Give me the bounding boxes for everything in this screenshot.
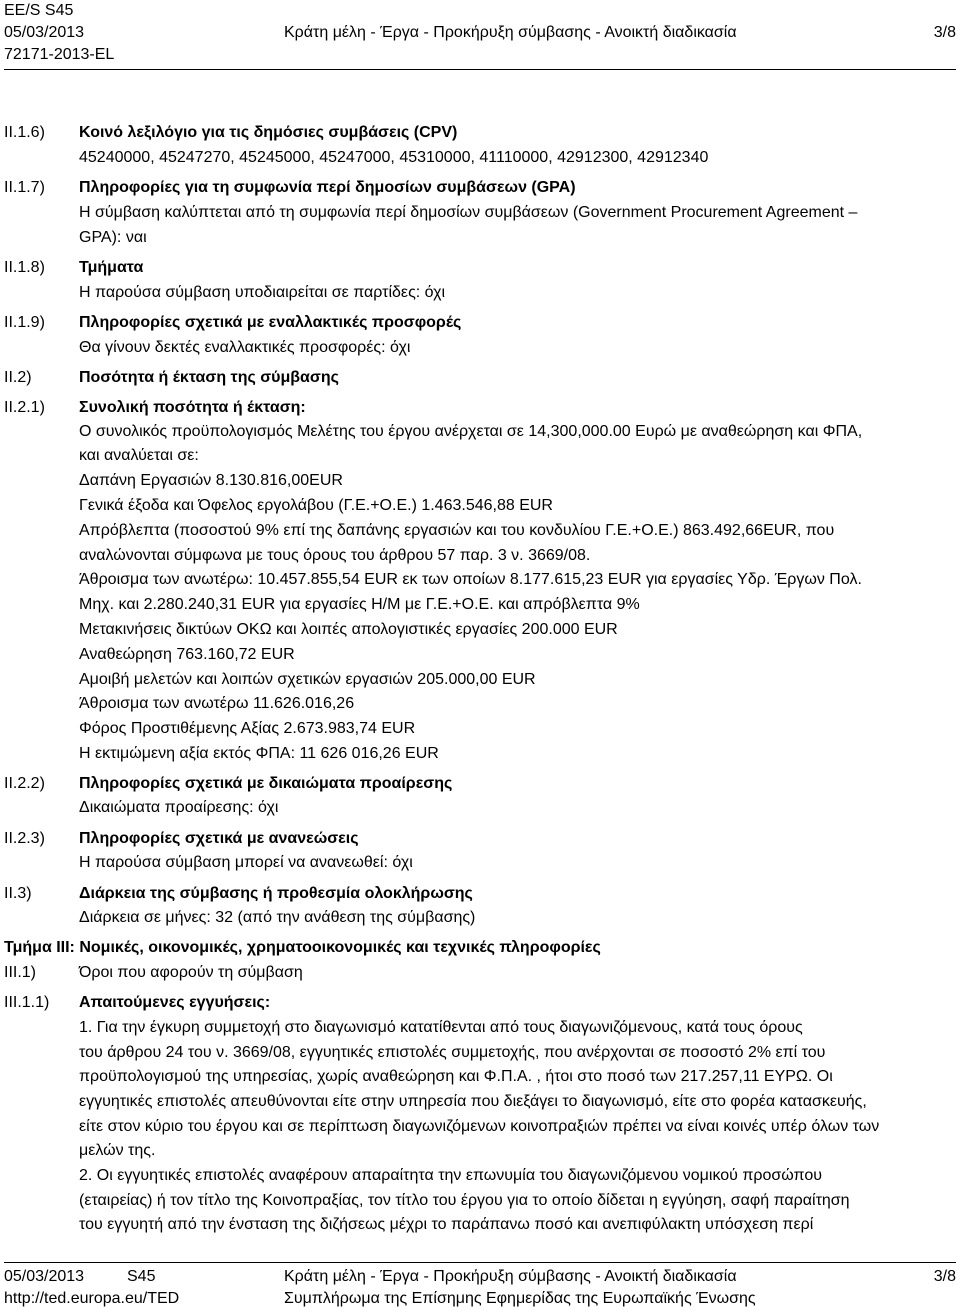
text-line: Η εκτιμώμενη αξία εκτός ΦΠΑ: 11 626 016,26 EUR	[79, 745, 439, 762]
text-line: είτε στον κύριο του έργου και σε περίπτωση διαγωνιζόμενων κοινοπραξιών πρέπει να είναι κοινές υπέρ όλων των	[79, 1118, 880, 1135]
notice-id: 72171-2013-EL	[4, 46, 115, 63]
text-line: Άθροισμα των ανωτέρω 11.626.016,26	[79, 695, 355, 712]
section-number: II.1.7)	[4, 179, 45, 196]
text-line: Η παρούσα σύμβαση υποδιαιρείται σε παρτίδες: όχι	[79, 284, 446, 301]
footer-divider	[4, 1262, 956, 1263]
footer-series: S45	[127, 1268, 156, 1285]
text-line: Ο συνολικός προϋπολογισμός Μελέτης του έργου ανέρχεται σε 14,300,000.00 Ευρώ με αναθεώρηση και ΦΠΑ,	[79, 423, 863, 440]
page-header	[4, 0, 956, 66]
text-line: Δικαιώματα προαίρεσης: όχι	[79, 799, 279, 816]
text-line: Θα γίνουν δεκτές εναλλακτικές προσφορές: όχι	[79, 339, 411, 356]
text-line: προϋπολογισμού της υπηρεσίας, χωρίς αναθεώρηση και Φ.Π.Α. , ήτοι στο ποσό των 217.257,11 ΕΥΡΩ. Οι	[79, 1068, 833, 1085]
section-number: II.3)	[4, 885, 32, 902]
text-line: αναλώνονται σύμφωνα με τους όρους του άρθρου 57 παρ. 3 ν. 3669/08.	[79, 547, 591, 564]
footer-date: 05/03/2013	[4, 1268, 85, 1285]
text-line: Απρόβλεπτα (ποσοστού 9% επί της δαπάνης εργασιών και του κονδυλίου Γ.Ε.+Ο.Ε.) 863.492,66EUR, που	[79, 522, 835, 539]
text-line: Μετακινήσεις δικτύων ΟΚΩ και λοιπές απολογιστικές εργασίες 200.000 EUR	[79, 621, 618, 638]
section-heading: Συνολική ποσότητα ή έκταση:	[79, 399, 306, 416]
text-line: (εταιρείας) ή τον τίτλο της Κοινοπραξίας, τον τίτλο του έργου για το οποίο δίδεται η εγγύηση, σαφή παραίτηση	[79, 1192, 850, 1209]
section-heading: Κοινό λεξιλόγιο για τις δημόσιες συμβάσεις (CPV)	[79, 124, 458, 141]
text-line: 2. Οι εγγυητικές επιστολές αναφέρουν απαραίτητα την επωνυμία του διαγωνιζόμενου νομικού προσώπου	[79, 1167, 822, 1184]
header-title: Κράτη μέλη - Έργα - Προκήρυξη σύμβασης - Ανοικτή διαδικασία	[284, 24, 737, 41]
footer-subtitle: Συμπλήρωμα της Επίσημης Εφημερίδας της Ευρωπαϊκής Ένωσης	[284, 1290, 756, 1307]
section-number: II.1.9)	[4, 314, 45, 331]
section-number: III.1.1)	[4, 994, 50, 1011]
text-line: Η παρούσα σύμβαση μπορεί να ανανεωθεί: όχι	[79, 854, 413, 871]
header-page-number: 3/8	[933, 24, 956, 41]
text-line: Αμοιβή μελετών και λοιπών σχετικών εργασιών 205.000,00 EUR	[79, 671, 536, 688]
text-line: 45240000, 45247270, 45245000, 45247000, 45310000, 41110000, 42912300, 42912340	[79, 149, 709, 166]
section-number: II.2.3)	[4, 830, 45, 847]
text-line: Όροι που αφορούν τη σύμβαση	[79, 964, 303, 981]
footer-url[interactable]: http://ted.europa.eu/TED	[4, 1290, 180, 1307]
text-line: του εγγυητή από την ένσταση της διζήσεως μέχρι το παράπανω ποσό και ανεπιφύλακτη υπόσχεση περί	[79, 1216, 814, 1233]
text-line: Διάρκεια σε μήνες: 32 (από την ανάθεση της σύμβασης)	[79, 909, 476, 926]
section-number: II.2.2)	[4, 775, 45, 792]
section-heading: Τμήματα	[79, 259, 144, 276]
footer-page-number: 3/8	[933, 1268, 956, 1285]
text-line: Αναθεώρηση 763.160,72 EUR	[79, 646, 295, 663]
section-heading: Πληροφορίες για τη συμφωνία περί δημοσίων συμβάσεων (GPA)	[79, 179, 576, 196]
section-heading: Διάρκεια της σύμβασης ή προθεσμία ολοκλήρωσης	[79, 885, 473, 902]
text-line: Άθροισμα των ανωτέρω: 10.457.855,54 EUR εκ των οποίων 8.177.615,23 EUR για εργασίες Υδρ. Έργων Πολ.	[79, 571, 862, 588]
section-number: II.1.6)	[4, 124, 45, 141]
section-heading: Πληροφορίες σχετικά με ανανεώσεις	[79, 830, 359, 847]
section-number: II.2)	[4, 369, 32, 386]
text-line: και αναλύεται σε:	[79, 447, 199, 464]
section-number: II.1.8)	[4, 259, 45, 276]
section-heading: Πληροφορίες σχετικά με δικαιώματα προαίρεσης	[79, 775, 453, 792]
part-heading: Τμήμα ΙΙΙ: Νομικές, οικονομικές, χρηματοοικονομικές και τεχνικές πληροφορίες	[4, 939, 601, 956]
text-line: GPA): ναι	[79, 229, 147, 246]
section-number: III.1)	[4, 964, 37, 981]
header-date: 05/03/2013	[4, 24, 85, 41]
text-line: του άρθρου 24 του ν. 3669/08, εγγυητικές επιστολές συμμετοχής, που ανέρχονται σε ποσοστό 2% επί του	[79, 1044, 826, 1061]
header-divider	[4, 69, 956, 70]
section-heading: Ποσότητα ή έκταση της σύμβασης	[79, 369, 339, 386]
doc-code: EE/S S45	[4, 2, 74, 19]
footer-title: Κράτη μέλη - Έργα - Προκήρυξη σύμβασης - Ανοικτή διαδικασία	[284, 1268, 737, 1285]
page-footer	[4, 1266, 956, 1310]
text-line: Γενικά έξοδα και Όφελος εργολάβου (Γ.Ε.+Ο.Ε.) 1.463.546,88 EUR	[79, 497, 553, 514]
text-line: 1. Για την έγκυρη συμμετοχή στο διαγωνισμό κατατίθενται από τους διαγωνιζόμενους, κατά τους όρους	[79, 1019, 803, 1036]
text-line: Η σύμβαση καλύπτεται από τη συμφωνία περί δημοσίων συμβάσεων (Government Procurement Agreement –	[79, 204, 858, 221]
text-line: Μηχ. και 2.280.240,31 EUR για εργασίες Η/Μ με Γ.Ε.+Ο.Ε. και απρόβλεπτα 9%	[79, 596, 640, 613]
text-line: εγγυητικές επιστολές απευθύνονται είτε στην υπηρεσία που διεξάγει το διαγωνισμό, είτε στο φορέα κατασκευής,	[79, 1093, 867, 1110]
section-heading: Απαιτούμενες εγγυήσεις:	[79, 994, 271, 1011]
section-heading: Πληροφορίες σχετικά με εναλλακτικές προσφορές	[79, 314, 462, 331]
text-line: Δαπάνη Εργασιών 8.130.816,00EUR	[79, 472, 343, 489]
section-number: II.2.1)	[4, 399, 45, 416]
text-line: μελών της.	[79, 1142, 156, 1159]
text-line: Φόρος Προστιθέμενης Αξίας 2.673.983,74 EUR	[79, 720, 416, 737]
